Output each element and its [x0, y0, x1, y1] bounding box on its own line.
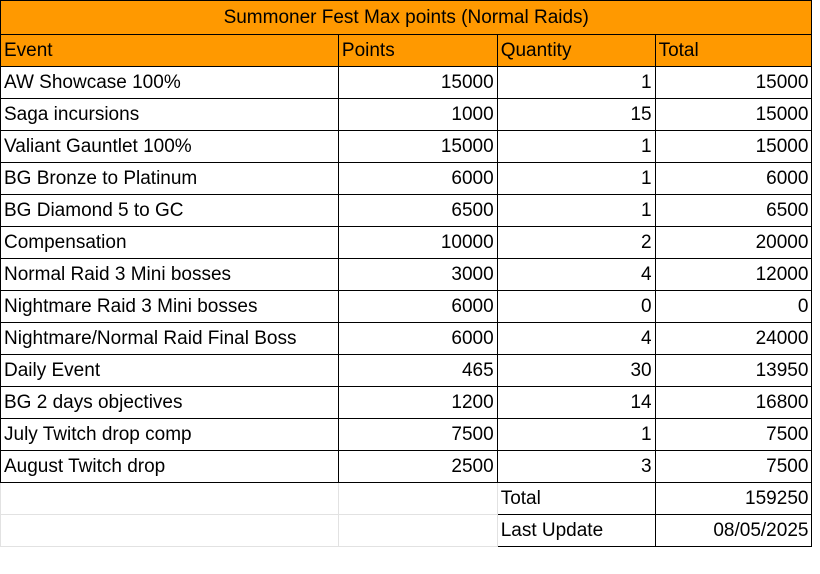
total-cell[interactable]: 7500: [655, 451, 812, 483]
quantity-cell[interactable]: 4: [497, 259, 655, 291]
event-cell[interactable]: Compensation: [1, 227, 339, 259]
total-cell[interactable]: 15000: [655, 131, 812, 163]
points-cell[interactable]: 6000: [338, 323, 497, 355]
points-cell[interactable]: 15000: [338, 67, 497, 99]
table-row: [1, 355, 820, 387]
points-cell[interactable]: 1000: [338, 99, 497, 131]
total-cell[interactable]: 24000: [655, 323, 812, 355]
quantity-cell[interactable]: 4: [497, 323, 655, 355]
table-row: [1, 67, 820, 99]
header-total[interactable]: Total: [655, 35, 812, 67]
points-cell[interactable]: 6000: [338, 163, 497, 195]
table-row: [1, 227, 820, 259]
blank-cell[interactable]: [338, 483, 497, 515]
blank-cell[interactable]: [812, 451, 820, 483]
table-row: [1, 131, 820, 163]
header-points[interactable]: Points: [338, 35, 497, 67]
event-cell[interactable]: Valiant Gauntlet 100%: [1, 131, 339, 163]
table-row: [1, 323, 820, 355]
points-cell[interactable]: 2500: [338, 451, 497, 483]
grand-total-label[interactable]: Total: [497, 483, 655, 515]
quantity-cell[interactable]: 0: [497, 291, 655, 323]
event-cell[interactable]: BG Bronze to Platinum: [1, 163, 339, 195]
points-cell[interactable]: 1200: [338, 387, 497, 419]
header-event[interactable]: Event: [1, 35, 339, 67]
header-row: [1, 35, 820, 67]
header-quantity[interactable]: Quantity: [497, 35, 655, 67]
last-update-row: [1, 515, 820, 547]
blank-cell[interactable]: [1, 483, 339, 515]
event-cell[interactable]: Daily Event: [1, 355, 339, 387]
quantity-cell[interactable]: 1: [497, 195, 655, 227]
table-row: [1, 387, 820, 419]
blank-cell[interactable]: [812, 483, 820, 515]
quantity-cell[interactable]: 3: [497, 451, 655, 483]
total-cell[interactable]: 15000: [655, 99, 812, 131]
table-row: [1, 195, 820, 227]
last-update-label[interactable]: Last Update: [497, 515, 655, 547]
event-cell[interactable]: August Twitch drop: [1, 451, 339, 483]
points-cell[interactable]: 6500: [338, 195, 497, 227]
table-row: [1, 99, 820, 131]
event-cell[interactable]: AW Showcase 100%: [1, 67, 339, 99]
points-cell[interactable]: 6000: [338, 291, 497, 323]
event-cell[interactable]: Saga incursions: [1, 99, 339, 131]
event-cell[interactable]: Normal Raid 3 Mini bosses: [1, 259, 339, 291]
blank-cell[interactable]: [812, 131, 820, 163]
table-row: [1, 291, 820, 323]
blank-cell[interactable]: [338, 515, 497, 547]
blank-cell[interactable]: [812, 355, 820, 387]
quantity-cell[interactable]: 14: [497, 387, 655, 419]
blank-cell[interactable]: [812, 387, 820, 419]
quantity-cell[interactable]: 1: [497, 131, 655, 163]
blank-cell[interactable]: [812, 67, 820, 99]
table-row: [1, 419, 820, 451]
points-cell[interactable]: 15000: [338, 131, 497, 163]
quantity-cell[interactable]: 1: [497, 163, 655, 195]
points-cell[interactable]: 465: [338, 355, 497, 387]
table-row: [1, 163, 820, 195]
total-cell[interactable]: 6000: [655, 163, 812, 195]
grand-total-row: [1, 483, 820, 515]
total-cell[interactable]: 15000: [655, 67, 812, 99]
event-cell[interactable]: BG 2 days objectives: [1, 387, 339, 419]
last-update-value[interactable]: 08/05/2025: [655, 515, 812, 547]
table-row: [1, 451, 820, 483]
quantity-cell[interactable]: 1: [497, 419, 655, 451]
blank-cell[interactable]: [812, 99, 820, 131]
blank-cell[interactable]: [812, 35, 820, 67]
blank-cell[interactable]: [1, 515, 339, 547]
grand-total-value[interactable]: 159250: [655, 483, 812, 515]
quantity-cell[interactable]: 30: [497, 355, 655, 387]
total-cell[interactable]: 12000: [655, 259, 812, 291]
title-row: [1, 1, 820, 35]
total-cell[interactable]: 16800: [655, 387, 812, 419]
event-cell[interactable]: Nightmare/Normal Raid Final Boss: [1, 323, 339, 355]
table-row: [1, 259, 820, 291]
blank-cell[interactable]: [812, 291, 820, 323]
blank-cell[interactable]: [812, 419, 820, 451]
total-cell[interactable]: 0: [655, 291, 812, 323]
blank-cell[interactable]: [812, 1, 820, 35]
total-cell[interactable]: 20000: [655, 227, 812, 259]
points-cell[interactable]: 3000: [338, 259, 497, 291]
sheet-title[interactable]: Summoner Fest Max points (Normal Raids): [1, 1, 812, 35]
event-cell[interactable]: July Twitch drop comp: [1, 419, 339, 451]
blank-cell[interactable]: [812, 323, 820, 355]
blank-cell[interactable]: [812, 515, 820, 547]
points-cell[interactable]: 7500: [338, 419, 497, 451]
quantity-cell[interactable]: 2: [497, 227, 655, 259]
event-cell[interactable]: BG Diamond 5 to GC: [1, 195, 339, 227]
blank-cell[interactable]: [812, 195, 820, 227]
blank-cell[interactable]: [812, 259, 820, 291]
points-cell[interactable]: 10000: [338, 227, 497, 259]
quantity-cell[interactable]: 1: [497, 67, 655, 99]
quantity-cell[interactable]: 15: [497, 99, 655, 131]
total-cell[interactable]: 7500: [655, 419, 812, 451]
total-cell[interactable]: 13950: [655, 355, 812, 387]
blank-cell[interactable]: [812, 163, 820, 195]
event-cell[interactable]: Nightmare Raid 3 Mini bosses: [1, 291, 339, 323]
total-cell[interactable]: 6500: [655, 195, 812, 227]
blank-cell[interactable]: [812, 227, 820, 259]
